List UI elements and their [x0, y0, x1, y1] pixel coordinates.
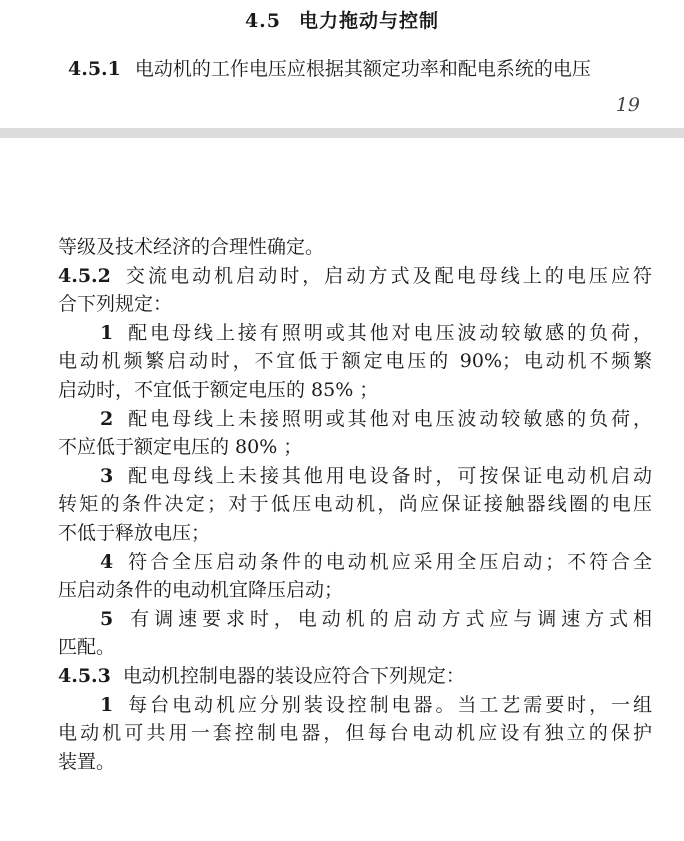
item-text-line: 压启动条件的电动机宜降压启动；: [58, 579, 344, 602]
list-item-2: [58, 405, 652, 434]
item-text: 配电母线上未接其他用电设备时，可按保证电动机启动: [125, 464, 652, 487]
clause-number: 4.5.1: [68, 58, 121, 80]
item-number: 4: [100, 550, 114, 573]
clause-number: 4.5.2: [58, 264, 111, 287]
clause-text-line: 合下列规定：: [58, 293, 173, 316]
item-text-line: 匹配。: [58, 636, 116, 659]
item-number: 2: [100, 407, 114, 430]
item-text: 配电母线上未接照明或其他对电压波动较敏感的负荷，: [125, 407, 652, 430]
item-text-line: 装置。: [58, 750, 116, 773]
clause-4-5-2: [58, 262, 652, 291]
previous-page: [0, 0, 684, 128]
item-number: 3: [100, 464, 114, 487]
body-text: [58, 233, 652, 776]
current-page: [0, 138, 684, 841]
item-number: 5: [100, 607, 114, 630]
item-text: 每台电动机应分别装设控制电器。当工艺需要时，一组: [125, 693, 652, 716]
item-text-line: 电动机可共用一套控制电器，但每台电动机应设有独立的保护: [58, 722, 652, 745]
item-text-line: 转矩的条件决定；对于低压电动机，尚应保证接触器线圈的电压: [58, 493, 652, 516]
item-text-line: 启动时，不宜低于额定电压的 85% ；: [58, 378, 379, 401]
clause-text: 交流电动机启动时，启动方式及配电母线上的电压应符: [122, 264, 652, 287]
list-item-3: [58, 462, 652, 491]
list-item-4: [58, 548, 652, 577]
list-item-1: [58, 691, 652, 720]
item-text: 有调速要求时，电动机的启动方式应与调速方式相: [125, 607, 652, 630]
page-divider: [0, 128, 684, 138]
clause-4-5-3: [58, 662, 652, 691]
page-number: 19: [615, 94, 640, 116]
section-title: 电力拖动与控制: [299, 10, 440, 32]
list-item-5: [58, 605, 652, 634]
item-text: 符合全压启动条件的电动机应采用全压启动；不符合全: [125, 550, 652, 573]
clause-text: 电动机的工作电压应根据其额定功率和配电系统的电压: [134, 58, 591, 80]
clause-number: 4.5.3: [58, 664, 111, 687]
section-number: 4.5: [244, 10, 282, 32]
item-number: 1: [100, 321, 114, 344]
clause-4-5-1: [68, 54, 591, 81]
item-text-line: 不低于释放电压；: [58, 521, 211, 544]
continuation-line: 等级及技术经济的合理性确定。: [58, 236, 325, 258]
item-text: 配电母线上接有照明或其他对电压波动较敏感的负荷，: [125, 321, 652, 344]
list-item-1: [58, 319, 652, 348]
item-number: 1: [100, 693, 114, 716]
item-text-line: 不应低于额定电压的 80% ；: [58, 436, 303, 459]
section-heading: [0, 6, 684, 33]
item-text-line: 电动机频繁启动时，不宜低于额定电压的 90%；电动机不频繁: [58, 350, 652, 373]
clause-text: 电动机控制电器的装设应符合下列规定：: [122, 664, 465, 687]
